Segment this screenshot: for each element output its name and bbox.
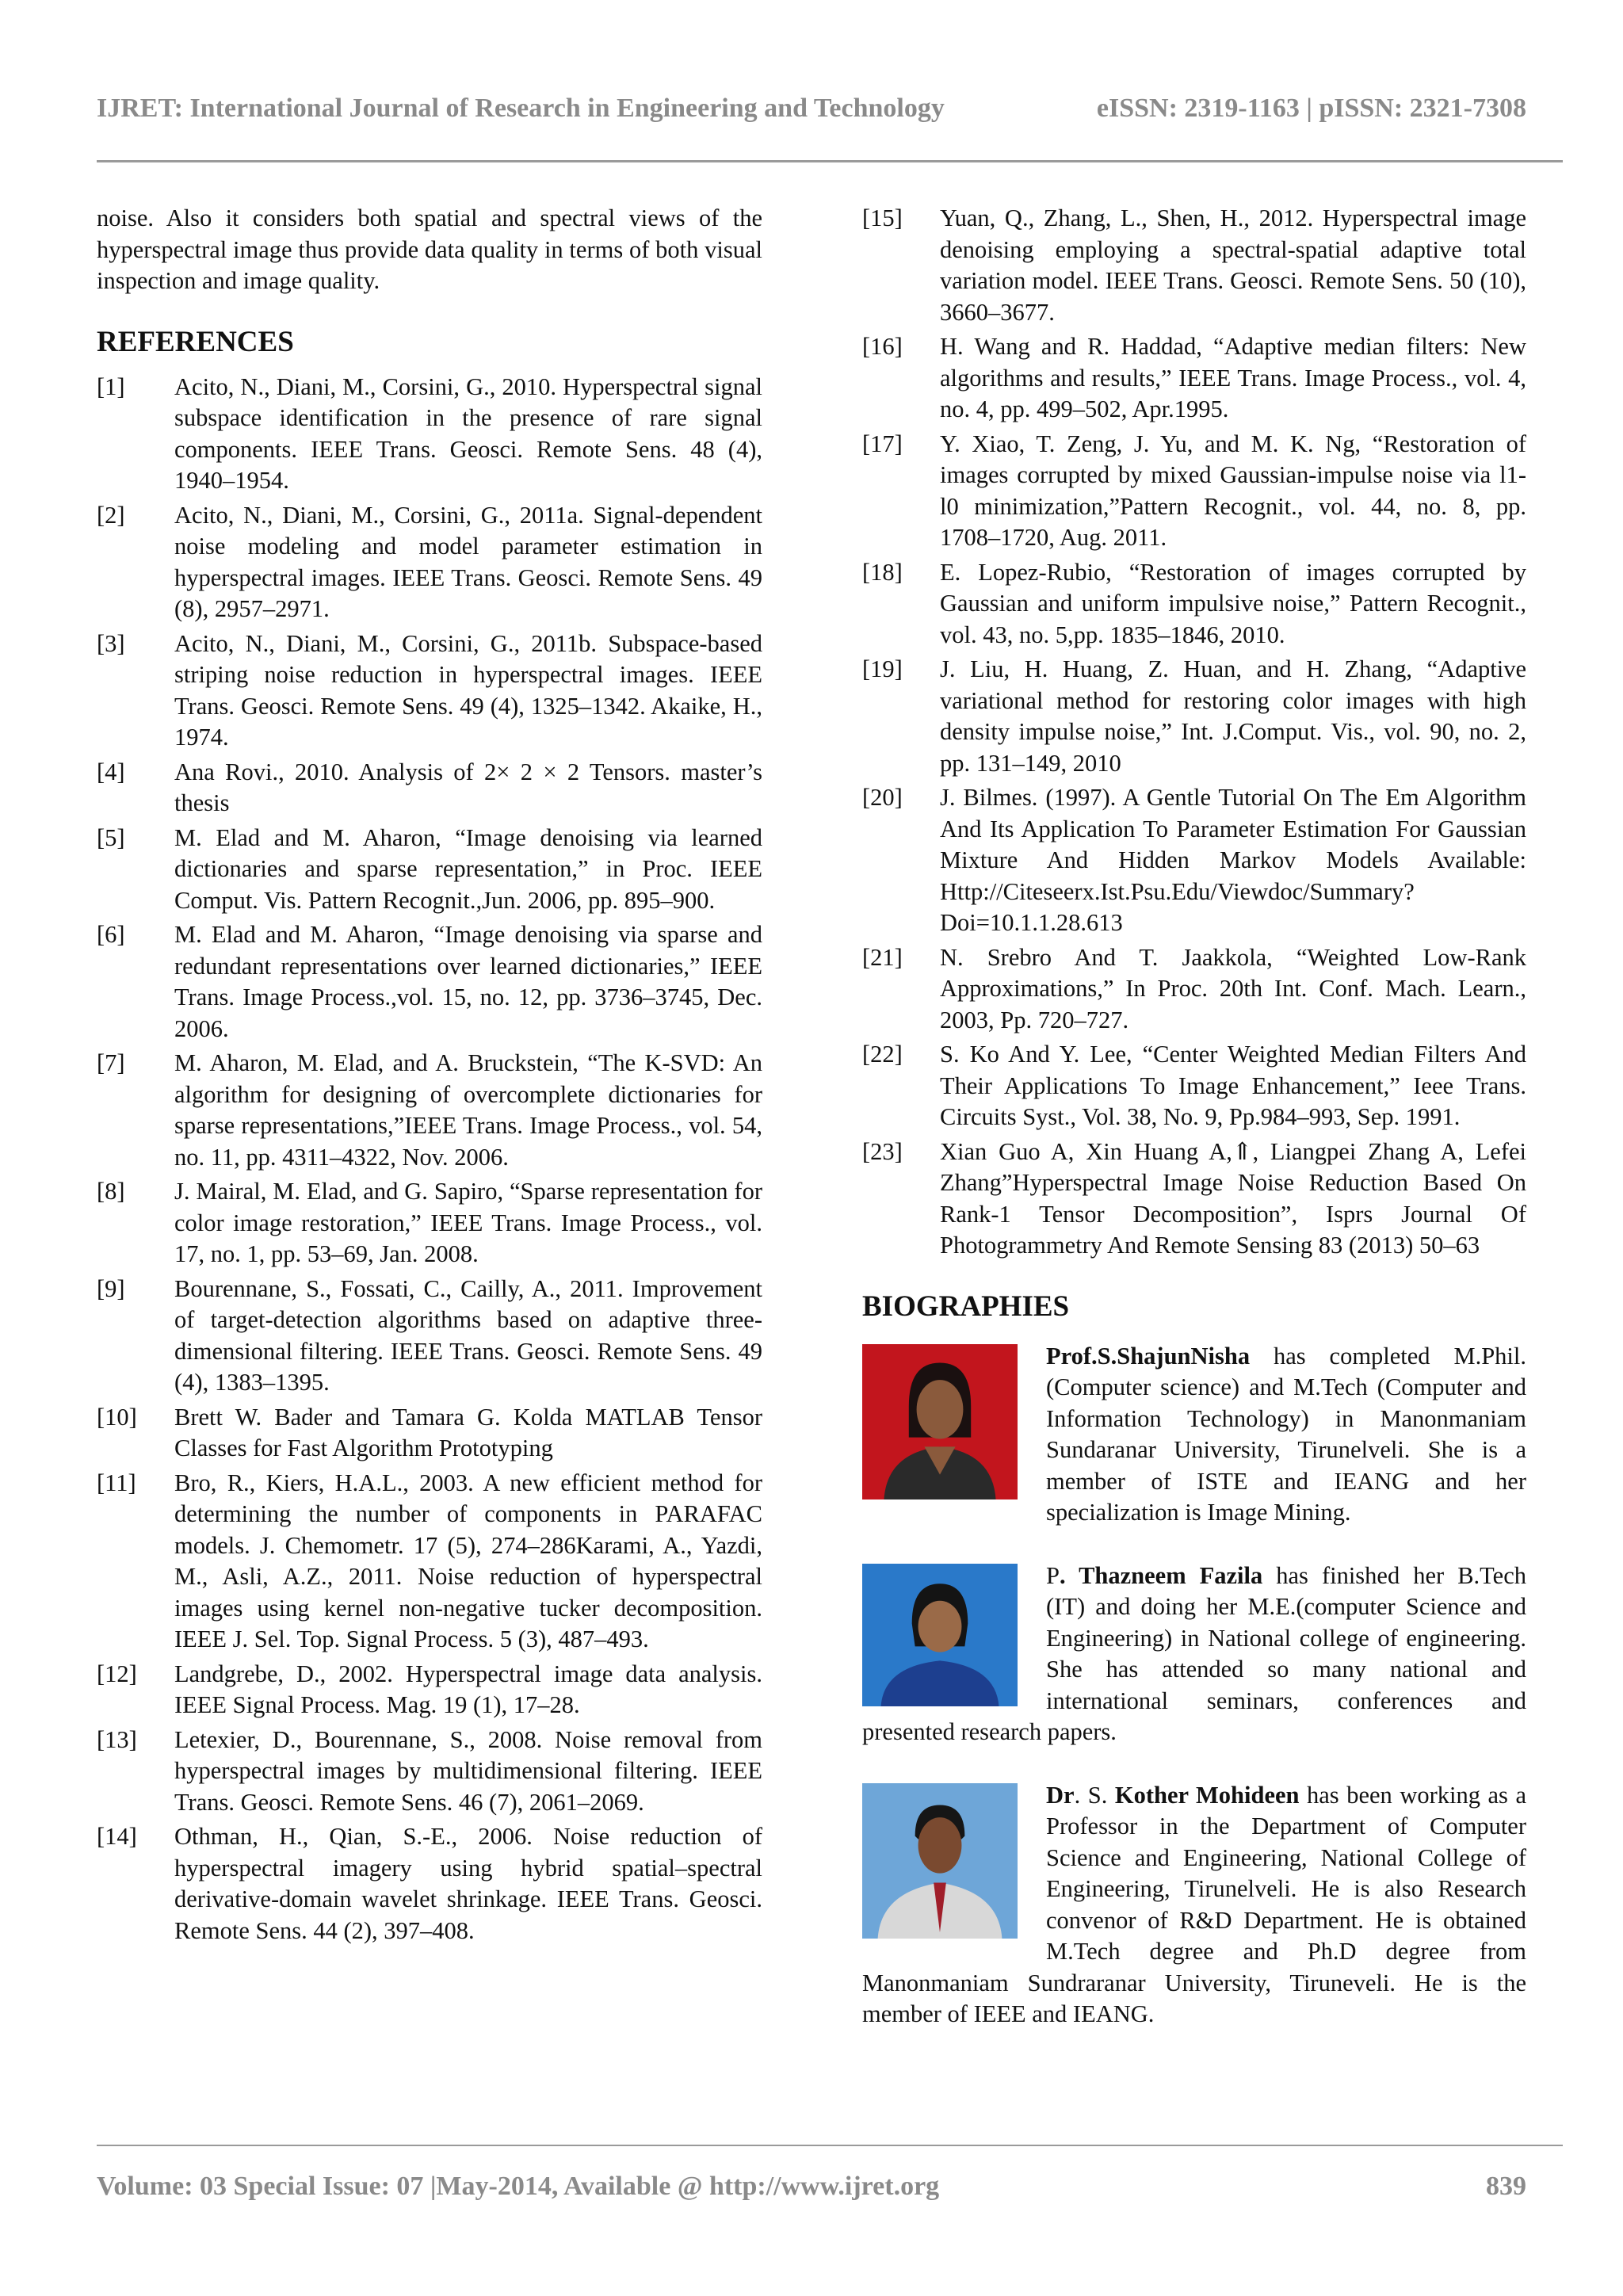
reference-item	[862, 1039, 1526, 1133]
issn-info: eISSN: 2319-1163 | pISSN: 2321-7308	[1096, 94, 1526, 123]
reference-item	[97, 757, 762, 819]
reference-number: [10]	[97, 1403, 137, 1431]
bio-name: Prof.S.ShajunNisha	[1046, 1342, 1251, 1370]
reference-item	[97, 919, 762, 1045]
reference-item	[862, 782, 1526, 939]
reference-text: J. Mairal, M. Elad, and G. Sapiro, “Sparse representation for color image restoration,” IEEE Trans. Image Process., vol. 17, no. 1, pp. 53–69, Jan. 2008.	[174, 1178, 762, 1267]
bio-text: . S.	[1074, 1781, 1115, 1809]
references-list-left	[97, 372, 762, 1947]
reference-number: [1]	[97, 372, 125, 400]
reference-item	[862, 331, 1526, 426]
reference-text: E. Lopez-Rubio, “Restoration of images corrupted by Gaussian and uniform impulsive noise,” Pattern Recognit., vol. 43, no. 5,pp. 1835–1846, 2010.	[940, 558, 1526, 648]
reference-item	[862, 1137, 1526, 1262]
bio-kother-mohideen	[862, 1780, 1526, 2030]
reference-text: Othman, H., Qian, S.-E., 2006. Noise reduction of hyperspectral imagery using hybrid spatial–spectral derivative-domain wavelet shrinkage. IEEE Trans. Geosci. Remote Sens. 44 (2), 397–408.	[174, 1823, 762, 1944]
reference-text: Bourennane, S., Fossati, C., Cailly, A., 2011. Improvement of target-detection algorithms based on adaptive three-dimensional filtering. IEEE Trans. Geosci. Remote Sens. 49 (4), 1383–1395.	[174, 1274, 762, 1396]
reference-item	[97, 1048, 762, 1173]
journal-title: IJRET: International Journal of Research in Engineering and Technology	[97, 94, 945, 123]
reference-text: Acito, N., Diani, M., Corsini, G., 2011b. Subspace-based striping noise reduction in hyperspectral images. IEEE Trans. Geosci. Remote Sens. 49 (4), 1325–1342. Akaike, H., 1974.	[174, 629, 762, 751]
bio-name-2: Kother Mohideen	[1114, 1781, 1300, 1809]
bio-text: has finished her B.Tech (IT) and doing her M.E.(computer Science and Engineering) in National college of engineering. She has attended so many national and international seminars, conferences and presented research papers.	[862, 1561, 1526, 1745]
reference-text: Y. Xiao, T. Zeng, J. Yu, and M. K. Ng, “Restoration of images corrupted by mixed Gaussian-impulse noise via l1-l0 minimization,”Pattern Recognit., vol. 44, no. 8, pp. 1708–1720, Aug. 2011.	[940, 430, 1526, 551]
reference-text: Xian Guo A, Xin Huang A,⇑, Liangpei Zhang A, Lefei Zhang”Hyperspectral Image Noise Reduction Based On Rank-1 Tensor Decomposition”, Isprs Journal Of Photogrammetry And Remote Sensing 83 (2013) 50–63	[940, 1137, 1526, 1259]
reference-number: [16]	[862, 333, 903, 360]
volume-info: Volume: 03 Special Issue: 07 |May-2014, Available @ http://www.ijret.org	[97, 2172, 940, 2201]
bio-shajunnisha	[862, 1341, 1526, 1529]
author-photo-kother-mohideen	[862, 1783, 1018, 1939]
reference-number: [19]	[862, 655, 903, 682]
reference-text: M. Aharon, M. Elad, and A. Bruckstein, “The K-SVD: An algorithm for designing of overcomplete dictionaries for sparse representations,”IEEE Trans. Image Process., vol. 54, no. 11, pp. 4311–4322, Nov. 2006.	[174, 1049, 762, 1171]
header-divider	[97, 160, 1563, 162]
reference-item	[97, 1468, 762, 1656]
reference-number: [21]	[862, 943, 903, 971]
reference-item	[97, 1274, 762, 1399]
biographies-heading: BIOGRAPHIES	[862, 1289, 1070, 1323]
reference-item	[97, 372, 762, 497]
reference-item	[97, 1659, 762, 1721]
reference-number: [8]	[97, 1178, 125, 1205]
reference-text: Brett W. Bader and Tamara G. Kolda MATLAB Tensor Classes for Fast Algorithm Prototyping	[174, 1403, 762, 1461]
reference-number: [13]	[97, 1725, 137, 1753]
reference-text: Ana Rovi., 2010. Analysis of 2× 2 × 2 Tensors. master’s thesis	[174, 758, 762, 816]
reference-number: [2]	[97, 501, 125, 529]
reference-item	[97, 628, 762, 754]
reference-number: [18]	[862, 558, 903, 586]
footer-divider	[97, 2145, 1563, 2146]
bio-name: . Thazneem Fazila	[1059, 1561, 1263, 1589]
reference-number: [7]	[97, 1049, 125, 1076]
reference-item	[97, 1176, 762, 1270]
reference-text: Yuan, Q., Zhang, L., Shen, H., 2012. Hyperspectral image denoising employing a spectral-spatial adaptive total variation model. IEEE Trans. Geosci. Remote Sens. 50 (10), 3660–3677.	[940, 204, 1526, 326]
reference-item	[862, 557, 1526, 651]
reference-text: H. Wang and R. Haddad, “Adaptive median filters: New algorithms and results,” IEEE Trans. Image Process., vol. 4, no. 4, pp. 499–502, Apr.1995.	[940, 333, 1526, 422]
reference-item	[97, 823, 762, 917]
intro-paragraph: noise. Also it considers both spatial and spectral views of the hyperspectral image thus provide data quality in terms of both visual inspection and image quality.	[97, 204, 762, 294]
reference-number: [3]	[97, 629, 125, 657]
references-list-right	[862, 203, 1526, 1262]
reference-text: N. Srebro And T. Jaakkola, “Weighted Low-Rank Approximations,” In Proc. 20th Int. Conf. Mach. Learn., 2003, Pp. 720–727.	[940, 943, 1526, 1033]
reference-number: [11]	[97, 1469, 136, 1496]
author-photo-shajunnisha	[862, 1344, 1018, 1499]
bio-name: Dr	[1046, 1781, 1075, 1809]
bio-text: has completed M.Phil.(Computer science) and M.Tech (Computer and Information Technology) in Manonmaniam Sundaranar University, Tirunelveli. She is a member of ISTE and IEANG and her specialization is Image Mining.	[1046, 1342, 1526, 1526]
reference-number: [15]	[862, 204, 903, 231]
reference-number: [5]	[97, 823, 125, 851]
bio-thazneem	[862, 1561, 1526, 1748]
reference-text: Bro, R., Kiers, H.A.L., 2003. A new efficient method for determining the number of components in PARAFAC models. J. Chemometr. 17 (5), 274–286Karami, A., Yazdi, M., Asli, A.Z., 2011. Noise reduction of hyperspectral images using kernel non-negative tucker decomposition. IEEE J. Sel. Top. Signal Process. 5 (3), 487–493.	[174, 1469, 762, 1652]
left-column	[97, 203, 762, 1950]
reference-text: Letexier, D., Bourennane, S., 2008. Noise removal from hyperspectral images by multidimensional filtering. IEEE Trans. Geosci. Remote Sens. 46 (7), 2061–2069.	[174, 1725, 762, 1816]
reference-text: J. Liu, H. Huang, Z. Huan, and H. Zhang, “Adaptive variational method for restoring color images with high density impulse noise,” Int. J.Comput. Vis., vol. 90, no. 2, pp. 131–149, 2010	[940, 655, 1526, 777]
reference-text: Acito, N., Diani, M., Corsini, G., 2010. Hyperspectral signal subspace identification in the presence of rare signal components. IEEE Trans. Geosci. Remote Sens. 48 (4), 1940–1954.	[174, 372, 762, 494]
reference-number: [9]	[97, 1274, 125, 1302]
reference-number: [4]	[97, 758, 125, 785]
bio-text: has been working as a Professor in the Department of Computer Science and Engineering, National College of Engineering, Tirunelveli. He is also Research convenor of R&D Department. He is obtained M.Tech degree and Ph.D degree from Manonmaniam Sundraranar University, Tiruneveli. He is the member of IEEE and IEANG.	[862, 1781, 1526, 2027]
reference-number: [12]	[97, 1660, 137, 1687]
reference-item	[862, 942, 1526, 1037]
reference-number: [14]	[97, 1823, 137, 1850]
reference-number: [23]	[862, 1137, 903, 1165]
page-footer	[97, 2172, 1526, 2202]
reference-number: [17]	[862, 430, 903, 457]
author-photo-thazneem	[862, 1564, 1018, 1706]
right-column	[862, 203, 1526, 2062]
reference-item	[97, 1402, 762, 1465]
reference-text: M. Elad and M. Aharon, “Image denoising via sparse and redundant representations over learned dictionaries,” IEEE Trans. Image Process.,vol. 15, no. 12, pp. 3736–3745, Dec. 2006.	[174, 921, 762, 1042]
reference-item	[97, 1821, 762, 1946]
references-heading: REFERENCES	[97, 325, 294, 358]
reference-text: Landgrebe, D., 2002. Hyperspectral image data analysis. IEEE Signal Process. Mag. 19 (1), 17–28.	[174, 1660, 762, 1718]
bio-name-prefix: P	[1046, 1561, 1060, 1589]
reference-item	[97, 1725, 762, 1819]
reference-text: S. Ko And Y. Lee, “Center Weighted Median Filters And Their Applications To Image Enhancement,” Ieee Trans. Circuits Syst., Vol. 38, No. 9, Pp.984–993, Sep. 1991.	[940, 1041, 1526, 1130]
reference-text: M. Elad and M. Aharon, “Image denoising via learned dictionaries and sparse representation,” in Proc. IEEE Comput. Vis. Pattern Recognit.,Jun. 2006, pp. 895–900.	[174, 823, 762, 914]
reference-number: [6]	[97, 921, 125, 948]
reference-item	[862, 654, 1526, 779]
reference-item	[862, 429, 1526, 554]
reference-number: [22]	[862, 1041, 903, 1068]
page-header	[97, 94, 1526, 124]
reference-item	[862, 203, 1526, 328]
reference-text: Acito, N., Diani, M., Corsini, G., 2011a. Signal-dependent noise modeling and model parameter estimation in hyperspectral images. IEEE Trans. Geosci. Remote Sens. 49 (8), 2957–2971.	[174, 501, 762, 622]
reference-text: J. Bilmes. (1997). A Gentle Tutorial On The Em Algorithm And Its Application To Parameter Estimation For Gaussian Mixture And Hidden Markov Models Available: Http://Citeseerx.Ist.Psu.Edu/Viewdoc/Summary?Doi=10.1.1.28.613	[940, 784, 1526, 936]
reference-item	[97, 500, 762, 625]
reference-number: [20]	[862, 784, 903, 811]
page-number: 839	[1486, 2172, 1526, 2201]
